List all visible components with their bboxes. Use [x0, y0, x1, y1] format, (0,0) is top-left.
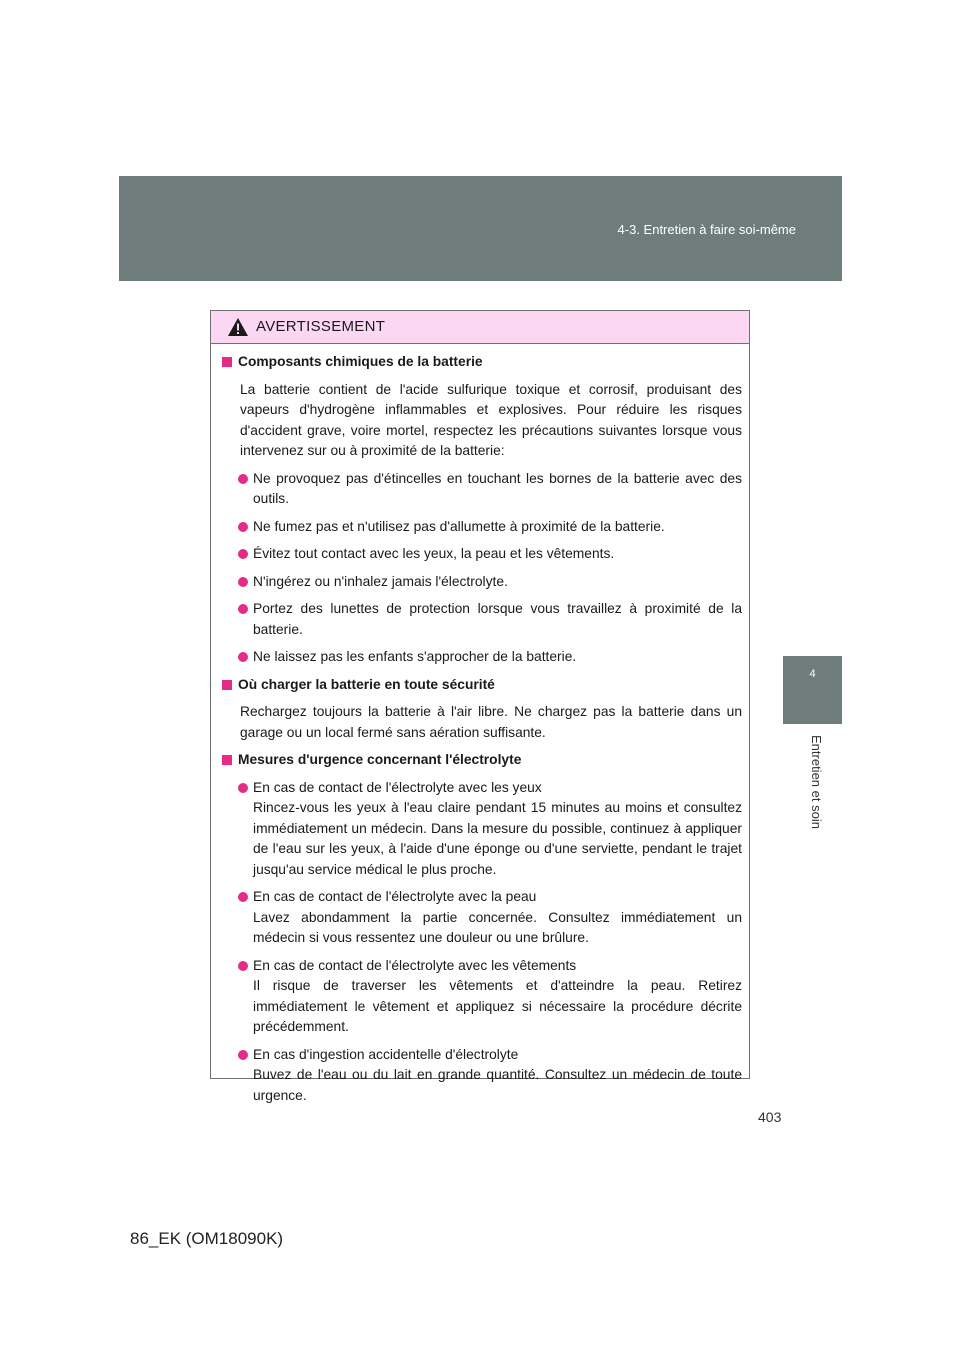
- bullet-dot-icon: [238, 577, 248, 587]
- square-bullet-icon: [222, 680, 232, 690]
- page-number: 403: [758, 1109, 782, 1125]
- list-item: En cas de contact de l'électrolyte avec les yeux Rincez-vous les yeux à l'eau claire pendant 15 minutes au moins et consultez immédiatement un médecin. Dans la mesure du possible, continuez à appliquer de l'eau sur les yeux, à l'aide d'une éponge ou d'une serviette, pendant le trajet jusqu'au service médical le plus proche.: [253, 778, 742, 881]
- chapter-tab: [783, 656, 842, 724]
- paragraph: La batterie contient de l'acide sulfurique toxique et corrosif, produisant des vapeurs d'hydrogène inflammables et explosives. Pour réduire les risques d'accident grave, voire mortel, respectez les précautions suivantes lorsque vous intervenez sur ou à proximité de la batterie:: [240, 381, 742, 458]
- warning-body: [211, 344, 749, 1106]
- section-title: 4-3. Entretien à faire soi-même: [617, 222, 796, 237]
- list-item: En cas de contact de l'électrolyte avec les vêtements Il risque de traverser les vêtements et d'atteindre la peau. Retirez immédiatement le vêtement et appliquez si nécessaire la procédure décrite précédemment.: [253, 956, 742, 1038]
- bullet-dot-icon: [238, 474, 248, 484]
- bullet-dot-icon: [238, 549, 248, 559]
- bullet-dot-icon: [238, 892, 248, 902]
- list-item: Ne provoquez pas d'étincelles en touchant les bornes de la batterie avec des outils.: [253, 469, 742, 510]
- footer-code: 86_EK (OM18090K): [130, 1229, 284, 1248]
- chapter-label: Entretien et soin: [809, 735, 824, 829]
- warning-header: [211, 311, 749, 344]
- chapter-number: 4: [809, 668, 816, 680]
- square-bullet-icon: [222, 755, 232, 765]
- warning-title: AVERTISSEMENT: [256, 318, 386, 335]
- bullet-dot-icon: [238, 522, 248, 532]
- list-item: N'ingérez ou n'inhalez jamais l'électrolyte.: [253, 572, 742, 593]
- list-item: Portez des lunettes de protection lorsque vous travaillez à proximité de la batterie.: [253, 599, 742, 640]
- paragraph: Rechargez toujours la batterie à l'air libre. Ne chargez pas la batterie dans un garage ou un local fermé sans aération suffisante.: [240, 704, 742, 740]
- bullet-dot-icon: [238, 961, 248, 971]
- warning-icon: [227, 317, 249, 337]
- section-heading: Mesures d'urgence concernant l'électrolyte: [222, 750, 742, 771]
- section-heading: Où charger la batterie en toute sécurité: [222, 675, 742, 696]
- list-item: Évitez tout contact avec les yeux, la peau et les vêtements.: [253, 544, 742, 565]
- list-item: En cas d'ingestion accidentelle d'électrolyte Buvez de l'eau ou du lait en grande quantité. Consultez un médecin de toute urgence.: [253, 1045, 742, 1107]
- header-band: [119, 176, 842, 281]
- section-heading: Composants chimiques de la batterie: [222, 352, 742, 373]
- list-item: En cas de contact de l'électrolyte avec la peau Lavez abondamment la partie concernée. Consultez immédiatement un médecin si vous ressentez une douleur ou une brûlure.: [253, 887, 742, 949]
- bullet-dot-icon: [238, 604, 248, 614]
- bullet-dot-icon: [238, 652, 248, 662]
- bullet-dot-icon: [238, 1050, 248, 1060]
- list-item: Ne fumez pas et n'utilisez pas d'allumette à proximité de la batterie.: [253, 517, 742, 538]
- warning-box: [210, 310, 750, 1103]
- list-item: Ne laissez pas les enfants s'approcher de la batterie.: [253, 647, 742, 668]
- square-bullet-icon: [222, 357, 232, 367]
- bullet-dot-icon: [238, 783, 248, 793]
